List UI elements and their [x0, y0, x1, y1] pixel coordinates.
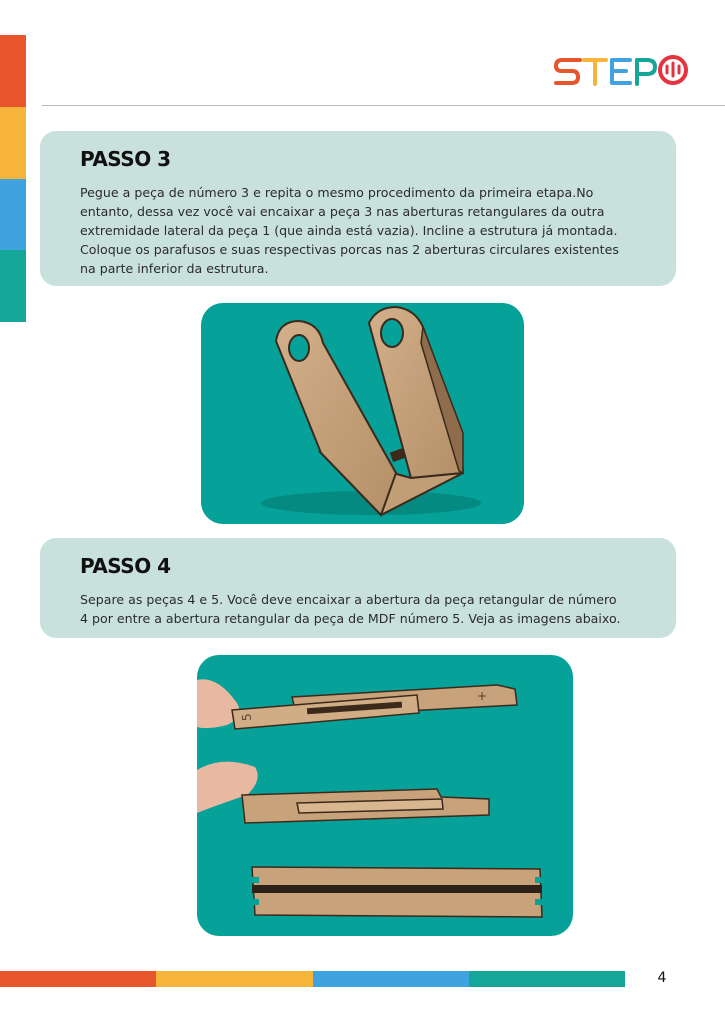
bar-teal: [469, 971, 625, 987]
step-4-title: PASSO 4: [80, 554, 171, 578]
strip-orange: [0, 35, 26, 107]
step-3-box: [40, 131, 676, 286]
bottom-color-bar: [0, 971, 625, 987]
pieces-4-5-illustration: [197, 655, 573, 936]
bar-yellow: [156, 971, 312, 987]
step-4-text: Separe as peças 4 e 5. Você deve encaixar a abertura da peça retangular de número 4 por entre a abertura retangular da peça de MDF número 5. Veja as imagens abaixo.: [80, 592, 621, 626]
strip-blue: [0, 179, 26, 251]
svg-text:+: +: [477, 689, 488, 703]
step-4-photo: [197, 655, 573, 936]
step-3-text: Pegue a peça de número 3 e repita o mesmo procedimento da primeira etapa.No entanto, dessa vez você vai encaixar a peça 3 nas aberturas retangulares da outra extremidade lateral da peça 1 (que ainda está vazia). Incline a estrutura já montada. Coloque os parafusos e suas respectivas porcas nas 2 aberturas circulares existentes na parte inferior da estrutura.: [80, 185, 619, 276]
assembled-structure-illustration: [201, 303, 524, 524]
left-color-strip: [0, 35, 26, 322]
step-4-box: [40, 538, 676, 638]
header-divider: [42, 105, 725, 106]
strip-teal: [0, 250, 26, 322]
step-logo: [554, 50, 689, 92]
strip-yellow: [0, 107, 26, 179]
bar-blue: [313, 971, 469, 987]
step-3-title: PASSO 3: [80, 147, 171, 171]
bar-orange: [0, 971, 156, 987]
svg-text:5: 5: [239, 712, 254, 722]
page-number: 4: [657, 970, 667, 986]
step-3-photo: [201, 303, 524, 524]
